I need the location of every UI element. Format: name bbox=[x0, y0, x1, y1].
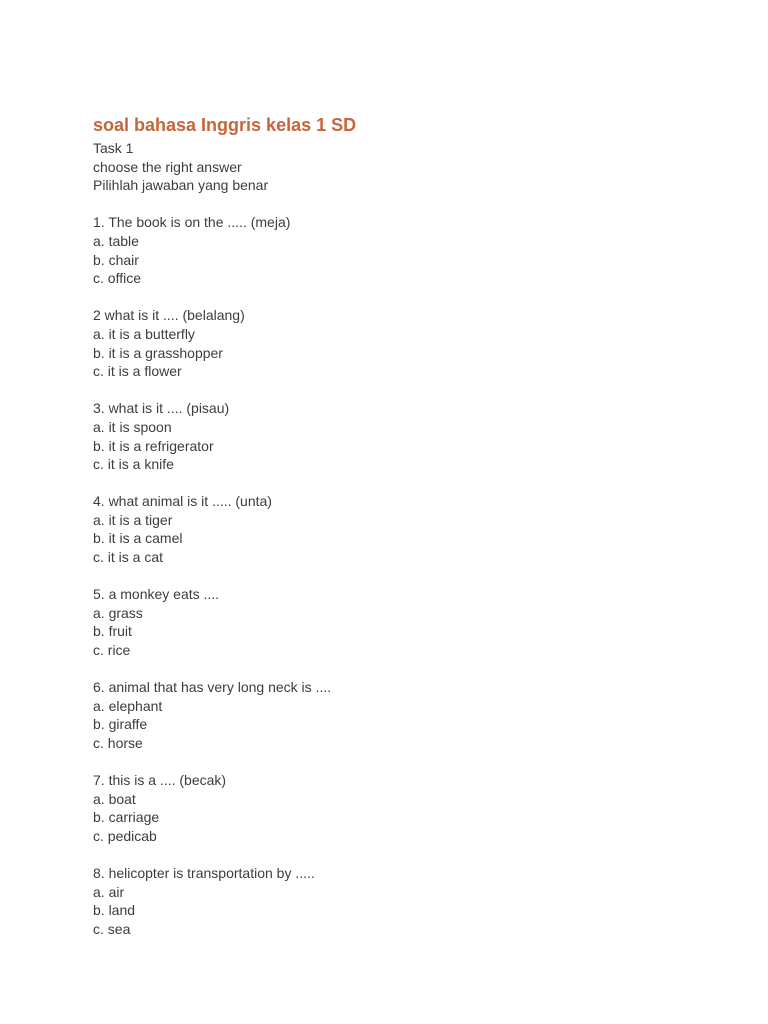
answer-option: b. giraffe bbox=[93, 716, 148, 733]
question-text: 8. helicopter is transportation by ..... bbox=[93, 865, 315, 882]
answer-option: b. it is a camel bbox=[93, 530, 183, 547]
answer-option: b. it is a refrigerator bbox=[93, 437, 214, 454]
answer-option: a. grass bbox=[93, 604, 143, 621]
question-text: 3. what is it .... (pisau) bbox=[93, 400, 230, 417]
question-text: 6. animal that has very long neck is .... bbox=[93, 679, 332, 696]
question-block bbox=[93, 771, 713, 845]
answer-option: b. land bbox=[93, 902, 136, 919]
answer-option: c. horse bbox=[93, 735, 143, 751]
answer-option: c. it is a flower bbox=[93, 363, 182, 380]
question-block bbox=[93, 213, 713, 287]
question-text: 4. what animal is it ..... (unta) bbox=[93, 493, 272, 510]
question-text: 2 what is it .... (belalang) bbox=[93, 307, 245, 324]
question-text: 5. a monkey eats .... bbox=[93, 586, 220, 603]
answer-option: a. it is a butterfly bbox=[93, 325, 195, 342]
answer-option: c. sea bbox=[93, 920, 131, 937]
intro-line: Pilihlah jawaban yang benar bbox=[93, 177, 269, 194]
answer-option: a. air bbox=[93, 883, 125, 900]
answer-option: c. office bbox=[93, 270, 141, 287]
answer-option: a. elephant bbox=[93, 697, 163, 714]
answer-option: a. it is a tiger bbox=[93, 511, 173, 528]
spacer bbox=[93, 567, 713, 586]
answer-option: a. table bbox=[93, 232, 139, 249]
question-text: 7. this is a .... (becak) bbox=[93, 772, 227, 789]
spacer bbox=[93, 474, 713, 493]
answer-option: a. boat bbox=[93, 790, 136, 807]
answer-option: b. it is a grasshopper bbox=[93, 344, 223, 361]
answer-option: a. it is spoon bbox=[93, 418, 172, 435]
answer-option: b. fruit bbox=[93, 623, 132, 640]
question-block bbox=[93, 492, 713, 566]
answer-option: c. it is a cat bbox=[93, 549, 164, 566]
spacer bbox=[93, 846, 713, 865]
document-title: soal bahasa Inggris kelas 1 SD bbox=[93, 115, 357, 135]
intro-line: choose the right answer bbox=[93, 158, 242, 175]
question-block bbox=[93, 678, 713, 752]
spacer bbox=[93, 381, 713, 400]
answer-option: b. chair bbox=[93, 251, 139, 268]
question-block bbox=[93, 864, 713, 938]
intro-line: Task 1 bbox=[93, 140, 134, 156]
spacer bbox=[93, 660, 713, 679]
spacer bbox=[93, 195, 713, 214]
spacer bbox=[93, 288, 713, 307]
question-block bbox=[93, 585, 713, 659]
question-block bbox=[93, 306, 713, 380]
answer-option: c. rice bbox=[93, 642, 131, 659]
answer-option: c. pedicab bbox=[93, 827, 157, 844]
spacer bbox=[93, 753, 713, 772]
answer-option: b. carriage bbox=[93, 809, 160, 826]
answer-option: c. it is a knife bbox=[93, 456, 174, 473]
document-content bbox=[93, 113, 713, 939]
question-block bbox=[93, 399, 713, 473]
question-text: 1. The book is on the ..... (meja) bbox=[93, 214, 291, 231]
